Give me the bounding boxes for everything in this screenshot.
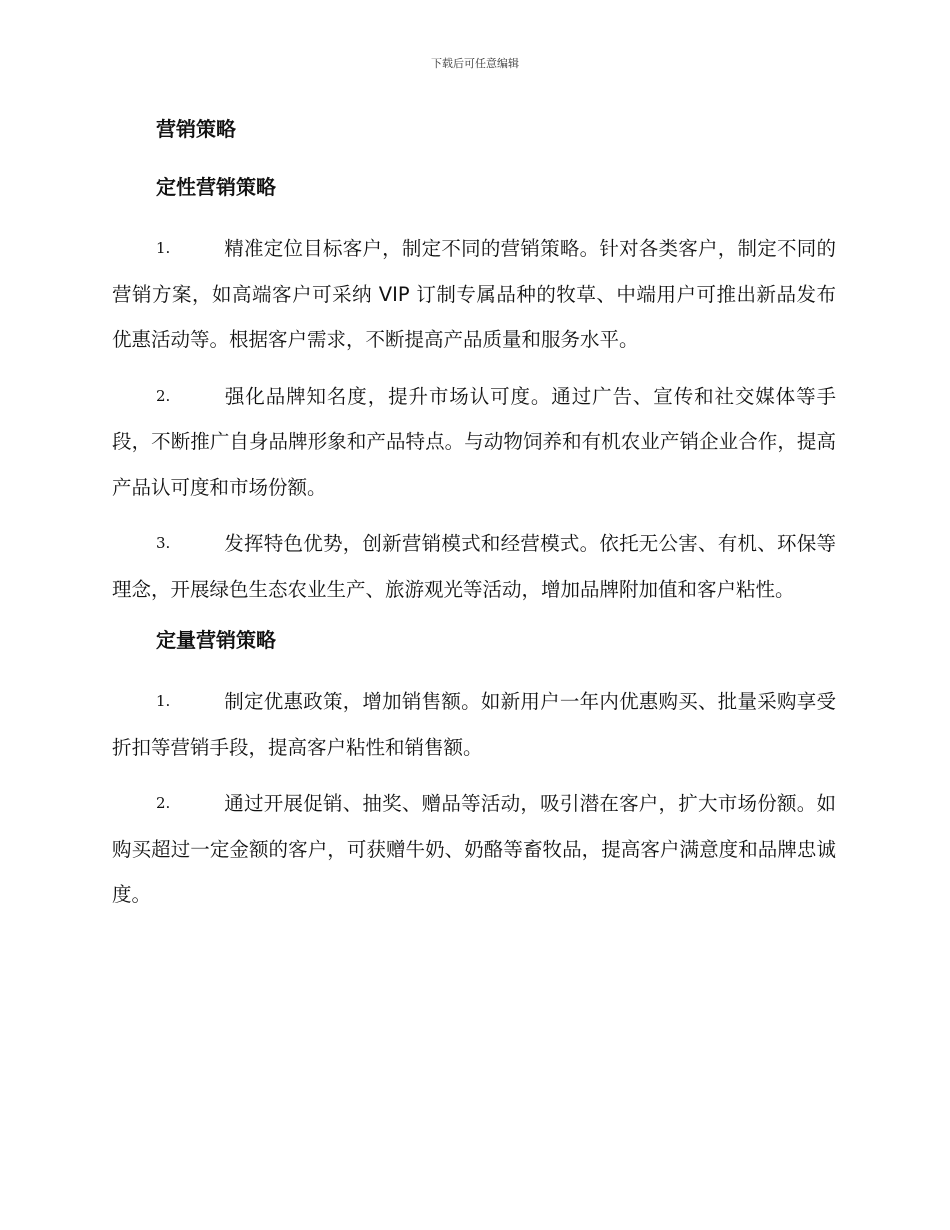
list-item: [112, 521, 836, 612]
list-item-text: 精准定位目标客户，制定不同的营销策略。针对各类客户，制定不同的营销方案，如高端客户可采纳 VIP 订制专属品种的牧草、中端用户可推出新品发布优惠活动等。根据客户需求，不断提高产品质量和服务水平。: [112, 237, 836, 351]
list-item-number: 2.: [156, 386, 171, 405]
list-item-number: 3.: [156, 534, 171, 552]
list-item: [112, 374, 836, 511]
list-item-number: 1.: [156, 239, 171, 257]
section-heading-qualitative: 定性营销策略: [156, 175, 276, 199]
list-item-text: 通过开展促销、抽奖、赠品等活动，吸引潜在客户，扩大市场份额。如购买超过一定金额的客户，可获赠牛奶、奶酪等畜牧品，提高客户满意度和品牌忠诚度。: [112, 792, 836, 906]
list-item: [112, 679, 836, 770]
document-title: 营销策略: [156, 117, 236, 141]
list-item-number: 1.: [156, 692, 171, 710]
list-item-text: 制定优惠政策，增加销售额。如新用户一年内优惠购买、批量采购享受折扣等营销手段，提高客户粘性和销售额。: [112, 690, 836, 759]
list-item-text: 强化品牌知名度，提升市场认可度。通过广告、宣传和社交媒体等手段，不断推广自身品牌形象和产品特点。与动物饲养和有机农业产销企业合作，提高产品认可度和市场份额。: [112, 384, 836, 499]
section-heading-quantitative: 定量营销策略: [156, 628, 276, 652]
page-header-note: 下载后可任意编辑: [431, 57, 519, 70]
list-item: [112, 781, 836, 918]
document-body: [112, 112, 836, 929]
list-item-number: 2.: [156, 794, 171, 812]
list-item-text: 发挥特色优势，创新营销模式和经营模式。依托无公害、有机、环保等理念，开展绿色生态农业生产、旅游观光等活动，增加品牌附加值和客户粘性。: [112, 532, 836, 601]
list-item: [112, 226, 836, 363]
